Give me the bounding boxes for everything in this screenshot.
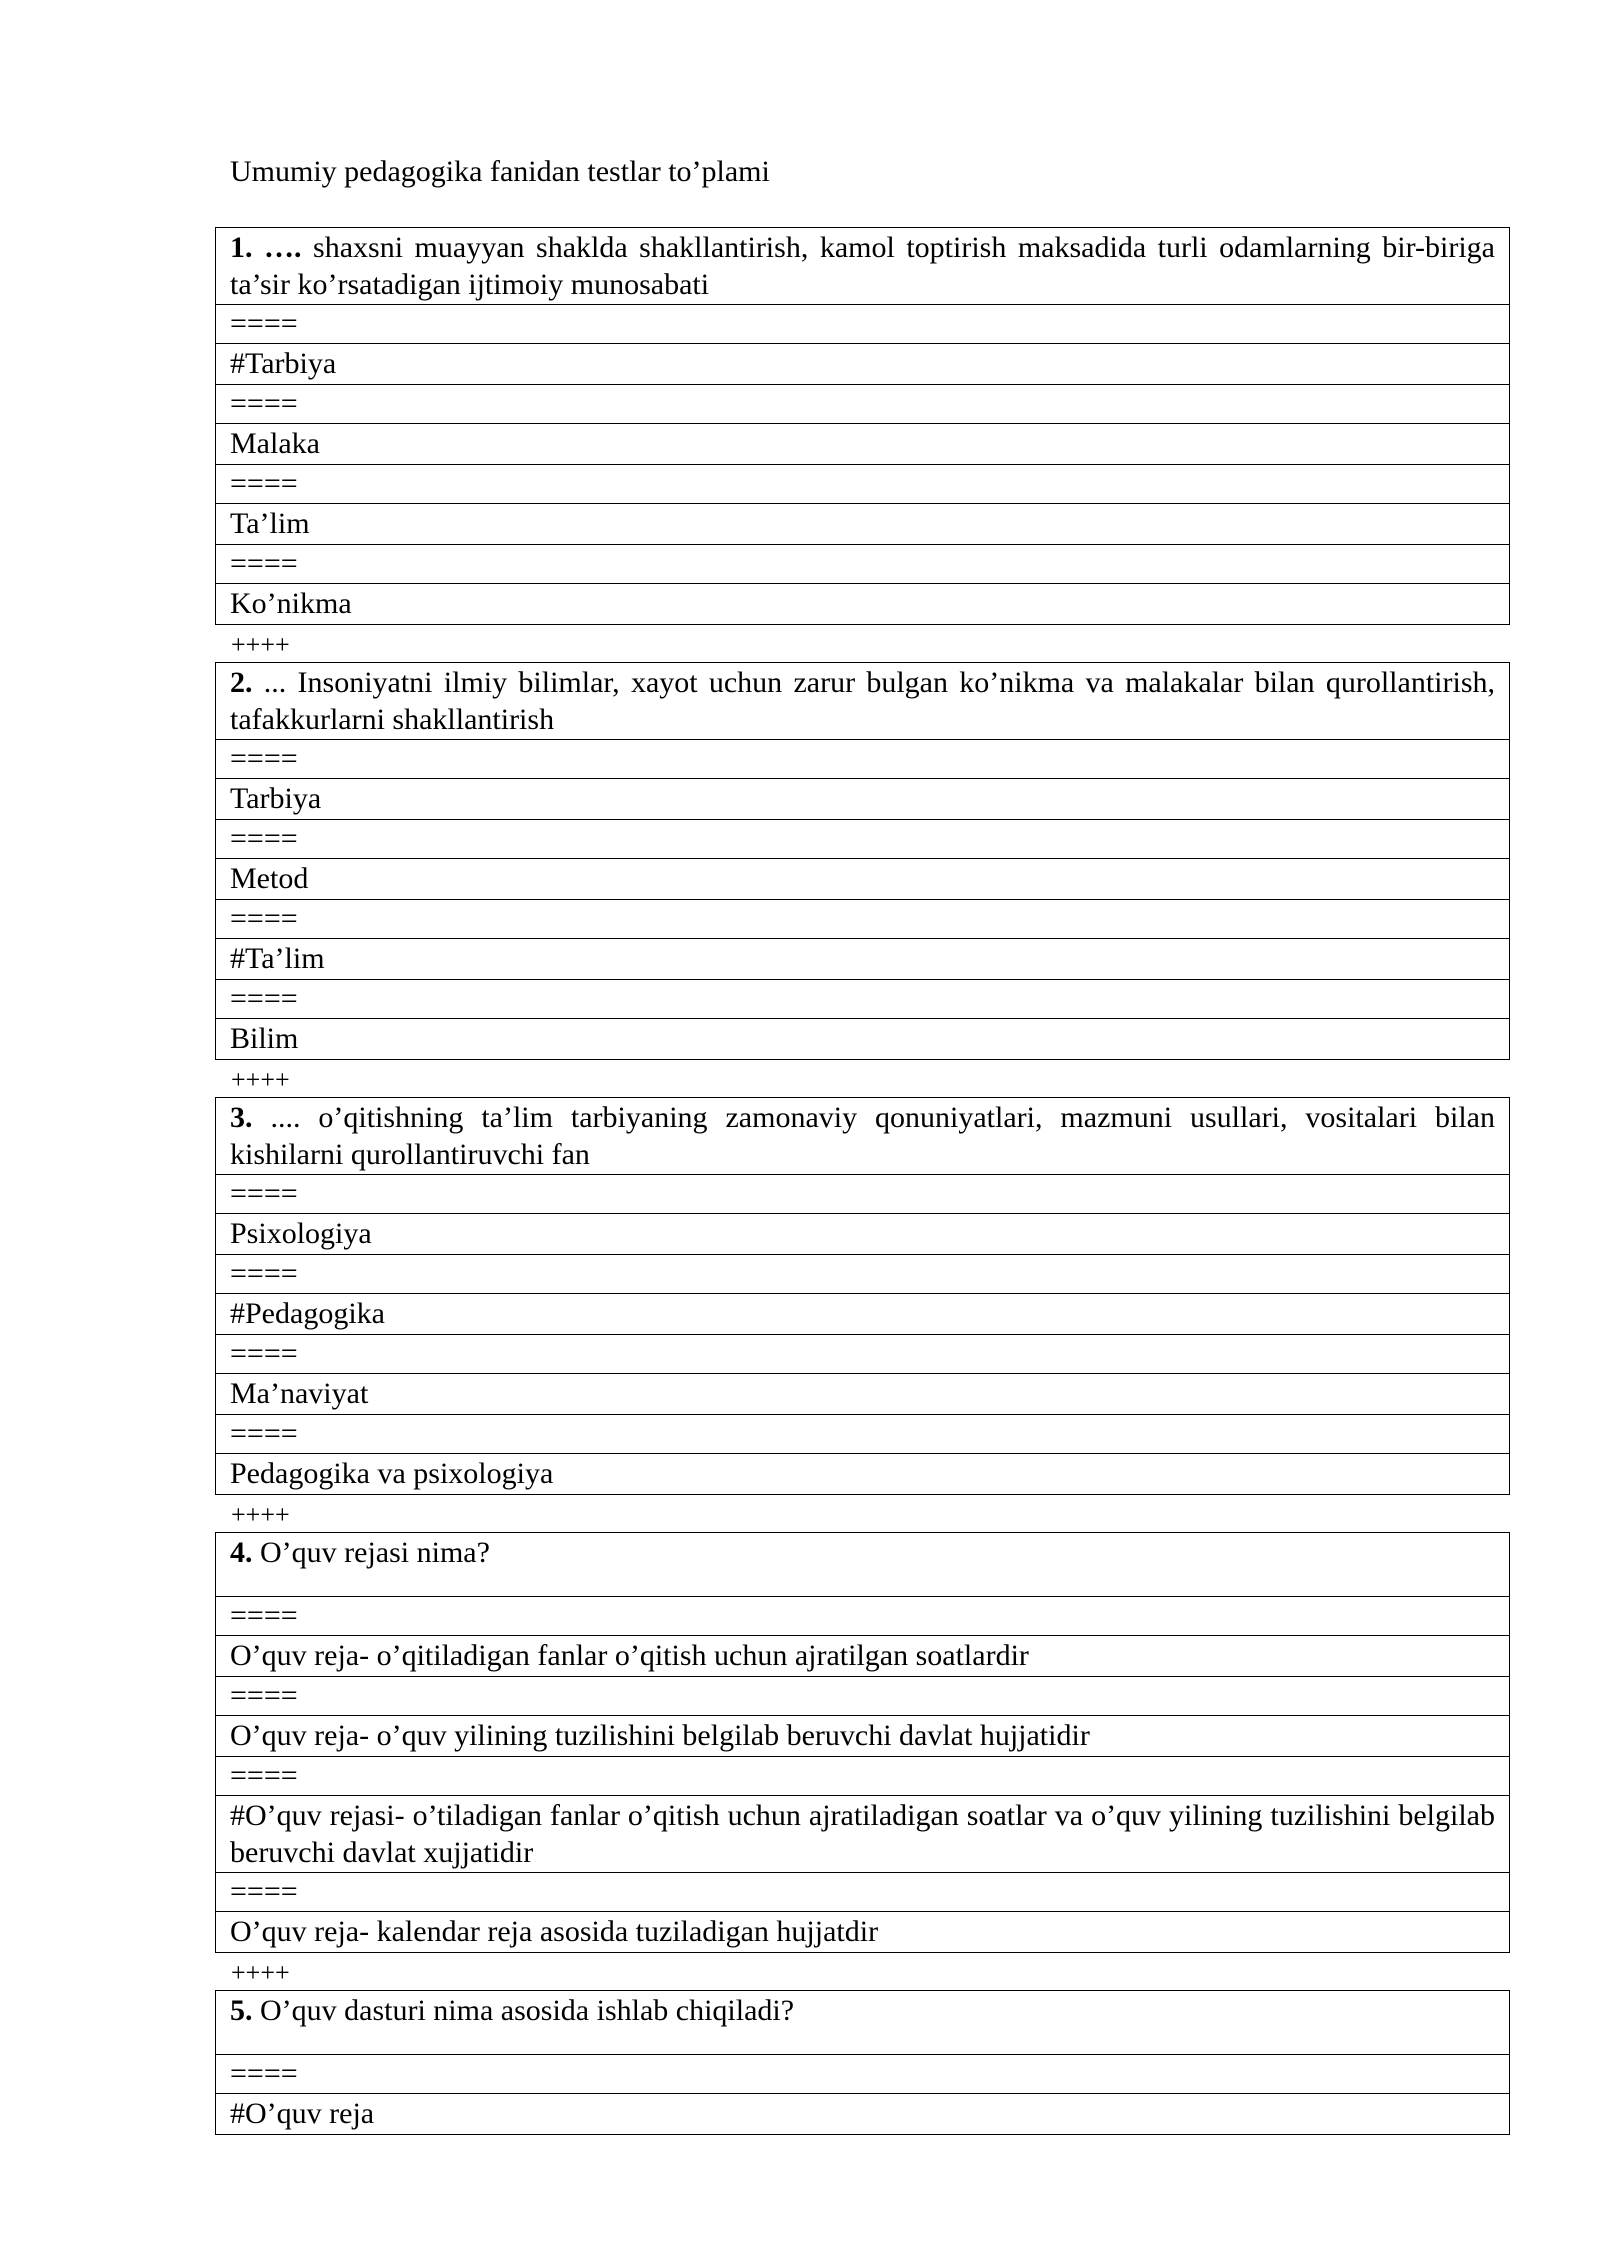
answer-option: Tarbiya bbox=[216, 779, 1510, 820]
question-block bbox=[215, 1097, 1510, 1495]
test-list bbox=[215, 227, 1510, 2135]
question-block bbox=[215, 1990, 1510, 2135]
option-separator: ==== bbox=[216, 1677, 1510, 1716]
question-text bbox=[216, 1098, 1510, 1175]
option-separator: ==== bbox=[216, 1873, 1510, 1912]
question-end-marker: ++++ bbox=[231, 630, 290, 659]
document-title: Umumiy pedagogika fanidan testlar to’plami bbox=[230, 155, 770, 188]
answer-option: Ta’lim bbox=[216, 504, 1510, 545]
option-separator: ==== bbox=[216, 305, 1510, 344]
question-text bbox=[216, 1533, 1510, 1597]
option-separator: ==== bbox=[216, 465, 1510, 504]
question-body: O’quv dasturi nima asosida ishlab chiqiladi? bbox=[252, 1994, 795, 2027]
answer-option: Malaka bbox=[216, 424, 1510, 465]
answer-option: #Tarbiya bbox=[216, 344, 1510, 385]
option-separator: ==== bbox=[216, 1415, 1510, 1454]
answer-option: O’quv reja- o’quv yilining tuzilishini belgilab beruvchi davlat hujjatidir bbox=[216, 1716, 1510, 1757]
answer-option: #O’quv rejasi- o’tiladigan fanlar o’qitish uchun ajratiladigan soatlar va o’quv yilining tuzilishini belgilab beruvchi davlat xujjatidir bbox=[216, 1796, 1510, 1873]
option-separator: ==== bbox=[216, 1175, 1510, 1214]
option-separator: ==== bbox=[216, 1255, 1510, 1294]
option-separator: ==== bbox=[216, 820, 1510, 859]
option-separator: ==== bbox=[216, 2055, 1510, 2094]
answer-option: #Pedagogika bbox=[216, 1294, 1510, 1335]
question-end-marker: ++++ bbox=[231, 1500, 290, 1529]
question-end-marker: ++++ bbox=[231, 1958, 290, 1987]
answer-option: #O’quv reja bbox=[216, 2094, 1510, 2135]
question-number: 4. bbox=[230, 1536, 253, 1569]
answer-option: O’quv reja- kalendar reja asosida tuziladigan hujjatdir bbox=[216, 1912, 1510, 1953]
question-number: 1. …. bbox=[230, 231, 302, 264]
question-body: shaxsni muayyan shaklda shakllantirish, kamol toptirish maksadida turli odamlarning bir-biriga ta’sir ko’rsatadigan ijtimoiy munosabati bbox=[230, 231, 1495, 301]
question-body: ... Insoniyatni ilmiy bilimlar, xayot uchun zarur bulgan ko’nikma va malakalar bilan qurollantirish, tafakkurlarni shakllantirish bbox=[230, 666, 1495, 736]
option-separator: ==== bbox=[216, 900, 1510, 939]
answer-option: Metod bbox=[216, 859, 1510, 900]
question-block bbox=[215, 662, 1510, 1060]
question-text bbox=[216, 228, 1510, 305]
question-number: 5. bbox=[230, 1994, 253, 2027]
answer-option: Pedagogika va psixologiya bbox=[216, 1454, 1510, 1495]
answer-option: Bilim bbox=[216, 1019, 1510, 1060]
option-separator: ==== bbox=[216, 980, 1510, 1019]
option-separator: ==== bbox=[216, 1335, 1510, 1374]
question-block bbox=[215, 1532, 1510, 1953]
option-separator: ==== bbox=[216, 545, 1510, 584]
answer-option: Ko’nikma bbox=[216, 584, 1510, 625]
question-end-marker: ++++ bbox=[231, 1065, 290, 1094]
option-separator: ==== bbox=[216, 385, 1510, 424]
question-body: O’quv rejasi nima? bbox=[252, 1536, 490, 1569]
question-block bbox=[215, 227, 1510, 625]
question-text bbox=[216, 1991, 1510, 2055]
question-body: .... o’qitishning ta’lim tarbiyaning zamonaviy qonuniyatlari, mazmuni usullari, vositalari bilan kishilarni qurollantiruvchi fan bbox=[230, 1101, 1495, 1171]
answer-option: Ma’naviyat bbox=[216, 1374, 1510, 1415]
option-separator: ==== bbox=[216, 1757, 1510, 1796]
option-separator: ==== bbox=[216, 1597, 1510, 1636]
answer-option: O’quv reja- o’qitiladigan fanlar o’qitish uchun ajratilgan soatlardir bbox=[216, 1636, 1510, 1677]
question-text bbox=[216, 663, 1510, 740]
answer-option: #Ta’lim bbox=[216, 939, 1510, 980]
option-separator: ==== bbox=[216, 740, 1510, 779]
question-number: 3. bbox=[230, 1101, 253, 1134]
question-number: 2. bbox=[230, 666, 253, 699]
answer-option: Psixologiya bbox=[216, 1214, 1510, 1255]
